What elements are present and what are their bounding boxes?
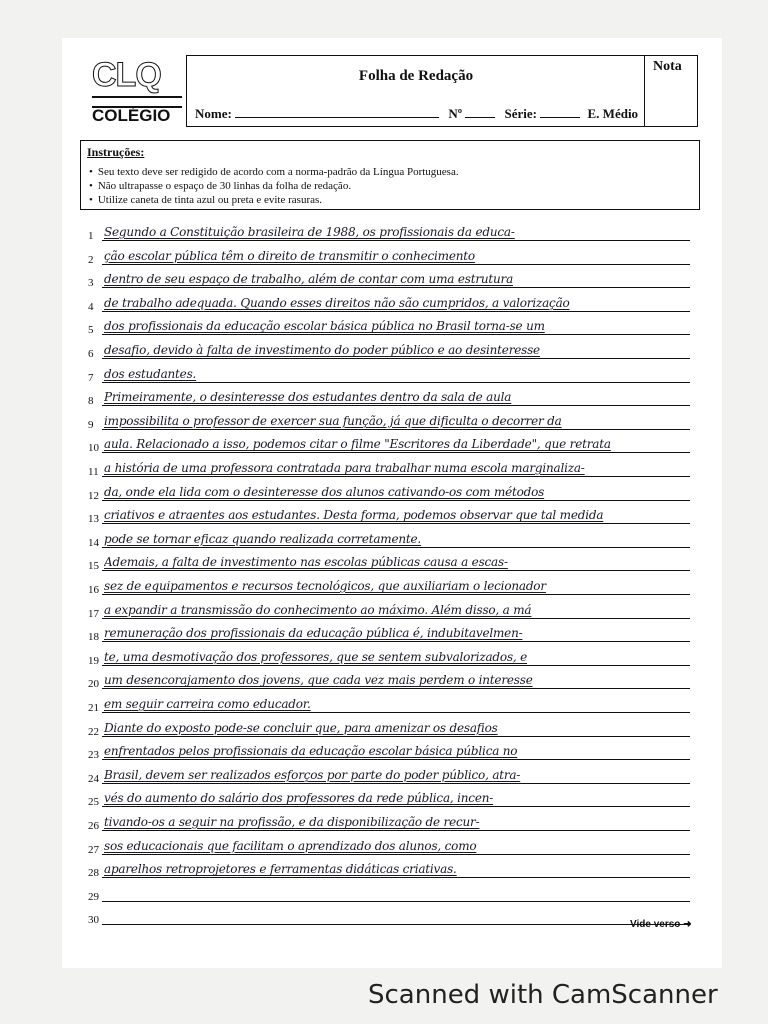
essay-line[interactable]	[88, 383, 690, 406]
camscanner-watermark: Scanned with CamScanner	[368, 980, 718, 1010]
line-number: 16	[88, 584, 99, 596]
line-number: 21	[88, 702, 99, 714]
instruction-item: • Seu texto deve ser redigido de acordo com a norma-padrão da Língua Portuguesa.	[89, 165, 459, 179]
line-number: 13	[88, 513, 99, 526]
handwritten-text: sos educacionais que facilitam o aprendizado dos alunos, como	[104, 838, 477, 853]
essay-line[interactable]	[88, 808, 690, 831]
line-number: 17	[88, 607, 99, 620]
handwritten-text: Primeiramente, o desinteresse dos estudantes dentro da sala de aula	[104, 390, 512, 405]
line-rule	[102, 924, 690, 925]
handwritten-text: remuneração dos profissionais da educação pública é, indubitavelmen-	[104, 626, 523, 641]
handwritten-text: a expandir a transmissão do conhecimento ao máximo. Além disso, a má	[104, 602, 532, 617]
handwritten-text: de trabalho adequada. Quando esses direitos não são cumpridos, a valorização	[104, 295, 570, 310]
handwritten-text: impossibilita o professor de exercer sua função, já que dificulta o decorrer da	[104, 413, 562, 428]
handwritten-text: ção escolar pública têm o direito de transmitir o conhecimento	[104, 248, 475, 263]
line-number: 20	[88, 678, 99, 691]
line-number: 1	[88, 230, 94, 242]
line-number: 9	[88, 418, 94, 431]
line-number: 24	[88, 772, 99, 785]
name-label: Nome:	[195, 106, 232, 121]
handwritten-text: aula. Relacionado a isso, podemos citar o filme "Escritores da Liberdade", que retrata	[104, 437, 611, 452]
essay-line[interactable]	[88, 289, 690, 312]
line-number: 5	[88, 324, 94, 337]
logo-subtitle: COLÉGIO	[92, 106, 171, 125]
series-label: Série:	[504, 106, 537, 121]
line-number: 29	[88, 890, 99, 903]
line-number: 8	[88, 395, 94, 408]
essay-line[interactable]	[88, 619, 690, 642]
essay-line[interactable]	[88, 407, 690, 430]
essay-line[interactable]	[88, 430, 690, 453]
essay-line[interactable]	[88, 336, 690, 359]
essay-line[interactable]	[88, 454, 690, 477]
essay-line[interactable]	[88, 690, 690, 713]
number-label: Nº	[448, 106, 463, 121]
essay-line[interactable]	[88, 265, 690, 288]
essay-line[interactable]	[88, 784, 690, 807]
essay-line[interactable]	[88, 572, 690, 595]
handwritten-text: enfrentados pelos profissionais da educação escolar básica pública no	[104, 744, 518, 759]
handwritten-text: dentro de seu espaço de trabalho, além de contar com uma estrutura	[104, 272, 514, 287]
handwritten-text: pode se tornar eficaz quando realizada corretamente.	[104, 531, 422, 546]
handwritten-text: dos estudantes.	[104, 366, 197, 381]
line-number: 26	[88, 820, 99, 832]
line-number: 6	[88, 348, 94, 360]
handwritten-text: vés do aumento do salário dos professores da rede pública, incen-	[104, 791, 494, 806]
level-label: E. Médio	[587, 106, 639, 121]
handwritten-text: Segundo a Constituição brasileira de 1988, os profissionais da educa-	[104, 225, 515, 239]
line-number: 3	[88, 277, 94, 290]
handwritten-text: um desencorajamento dos jovens, que cada vez mais perdem o interesse	[104, 673, 533, 688]
line-number: 19	[88, 654, 99, 667]
instructions-title: Instruções:	[87, 145, 145, 159]
instruction-item: • Não ultrapasse o espaço de 30 linhas da folha de redação.	[89, 179, 459, 193]
line-number: 22	[88, 725, 99, 738]
line-number: 12	[88, 489, 99, 502]
essay-line[interactable]	[88, 879, 690, 902]
line-number: 7	[88, 371, 94, 384]
essay-line[interactable]	[88, 855, 690, 878]
line-number: 25	[88, 796, 99, 809]
essay-line[interactable]	[88, 737, 690, 760]
instruction-item: • Utilize caneta de tinta azul ou preta e evite rasuras.	[89, 193, 459, 207]
essay-line[interactable]	[88, 312, 690, 335]
line-number: 14	[88, 536, 99, 549]
essay-line[interactable]	[88, 478, 690, 501]
essay-line[interactable]	[88, 761, 690, 784]
line-number: 11	[88, 466, 99, 478]
handwritten-text: Brasil, devem ser realizados esforços por parte do poder público, atra-	[104, 767, 521, 782]
essay-line[interactable]	[88, 525, 690, 548]
handwritten-text: tivando-os a seguir na profissão, e da disponibilização de recur-	[104, 815, 480, 829]
line-number: 18	[88, 631, 99, 644]
turn-page-note: Vide verso ➜	[630, 919, 692, 930]
handwritten-text: desafio, devido à falta de investimento do poder público e ao desinteresse	[104, 343, 540, 357]
line-number: 27	[88, 843, 99, 856]
line-number: 15	[88, 560, 99, 573]
essay-line[interactable]	[88, 832, 690, 855]
line-number: 23	[88, 749, 99, 762]
essay-line[interactable]	[88, 596, 690, 619]
handwritten-text: a história de uma professora contratada para trabalhar numa escola marginaliza-	[104, 461, 585, 475]
handwritten-text: da, onde ela lida com o desinteresse dos alunos cativando-os com métodos	[104, 484, 545, 499]
sheet-title: Folha de Redação	[358, 68, 474, 84]
essay-line[interactable]	[88, 360, 690, 383]
logo-brand: CLQ	[92, 56, 161, 94]
essay-line[interactable]	[88, 501, 690, 524]
handwritten-text: sez de equipamentos e recursos tecnológicos, que auxiliariam o lecionador	[104, 579, 546, 593]
essay-line[interactable]	[88, 714, 690, 737]
handwritten-text: dos profissionais da educação escolar básica pública no Brasil torna-se um	[104, 319, 545, 334]
essay-line[interactable]	[88, 643, 690, 666]
essay-line[interactable]	[88, 902, 690, 925]
essay-line[interactable]	[88, 218, 690, 241]
line-number: 2	[88, 253, 94, 266]
line-number: 30	[88, 914, 99, 927]
grade-label: Nota	[653, 59, 682, 74]
handwritten-text: em seguir carreira como educador.	[104, 697, 311, 711]
essay-line[interactable]	[88, 548, 690, 571]
essay-line[interactable]	[88, 666, 690, 689]
line-number: 10	[88, 442, 99, 455]
handwritten-text: Diante do exposto pode-se concluir que, para amenizar os desafios	[104, 720, 498, 735]
handwritten-text: te, uma desmotivação dos professores, que se sentem subvalorizados, e	[104, 649, 528, 664]
handwritten-text: criativos e atraentes aos estudantes. Desta forma, podemos observar que tal medida	[104, 508, 604, 523]
essay-line[interactable]	[88, 242, 690, 265]
handwritten-text: Ademais, a falta de investimento nas escolas públicas causa a escas-	[104, 555, 508, 570]
arrow-right-icon: ➜	[683, 919, 692, 930]
line-number: 28	[88, 867, 99, 880]
handwritten-text: aparelhos retroprojetores e ferramentas didáticas criativas.	[104, 862, 457, 877]
line-number: 4	[88, 300, 94, 313]
